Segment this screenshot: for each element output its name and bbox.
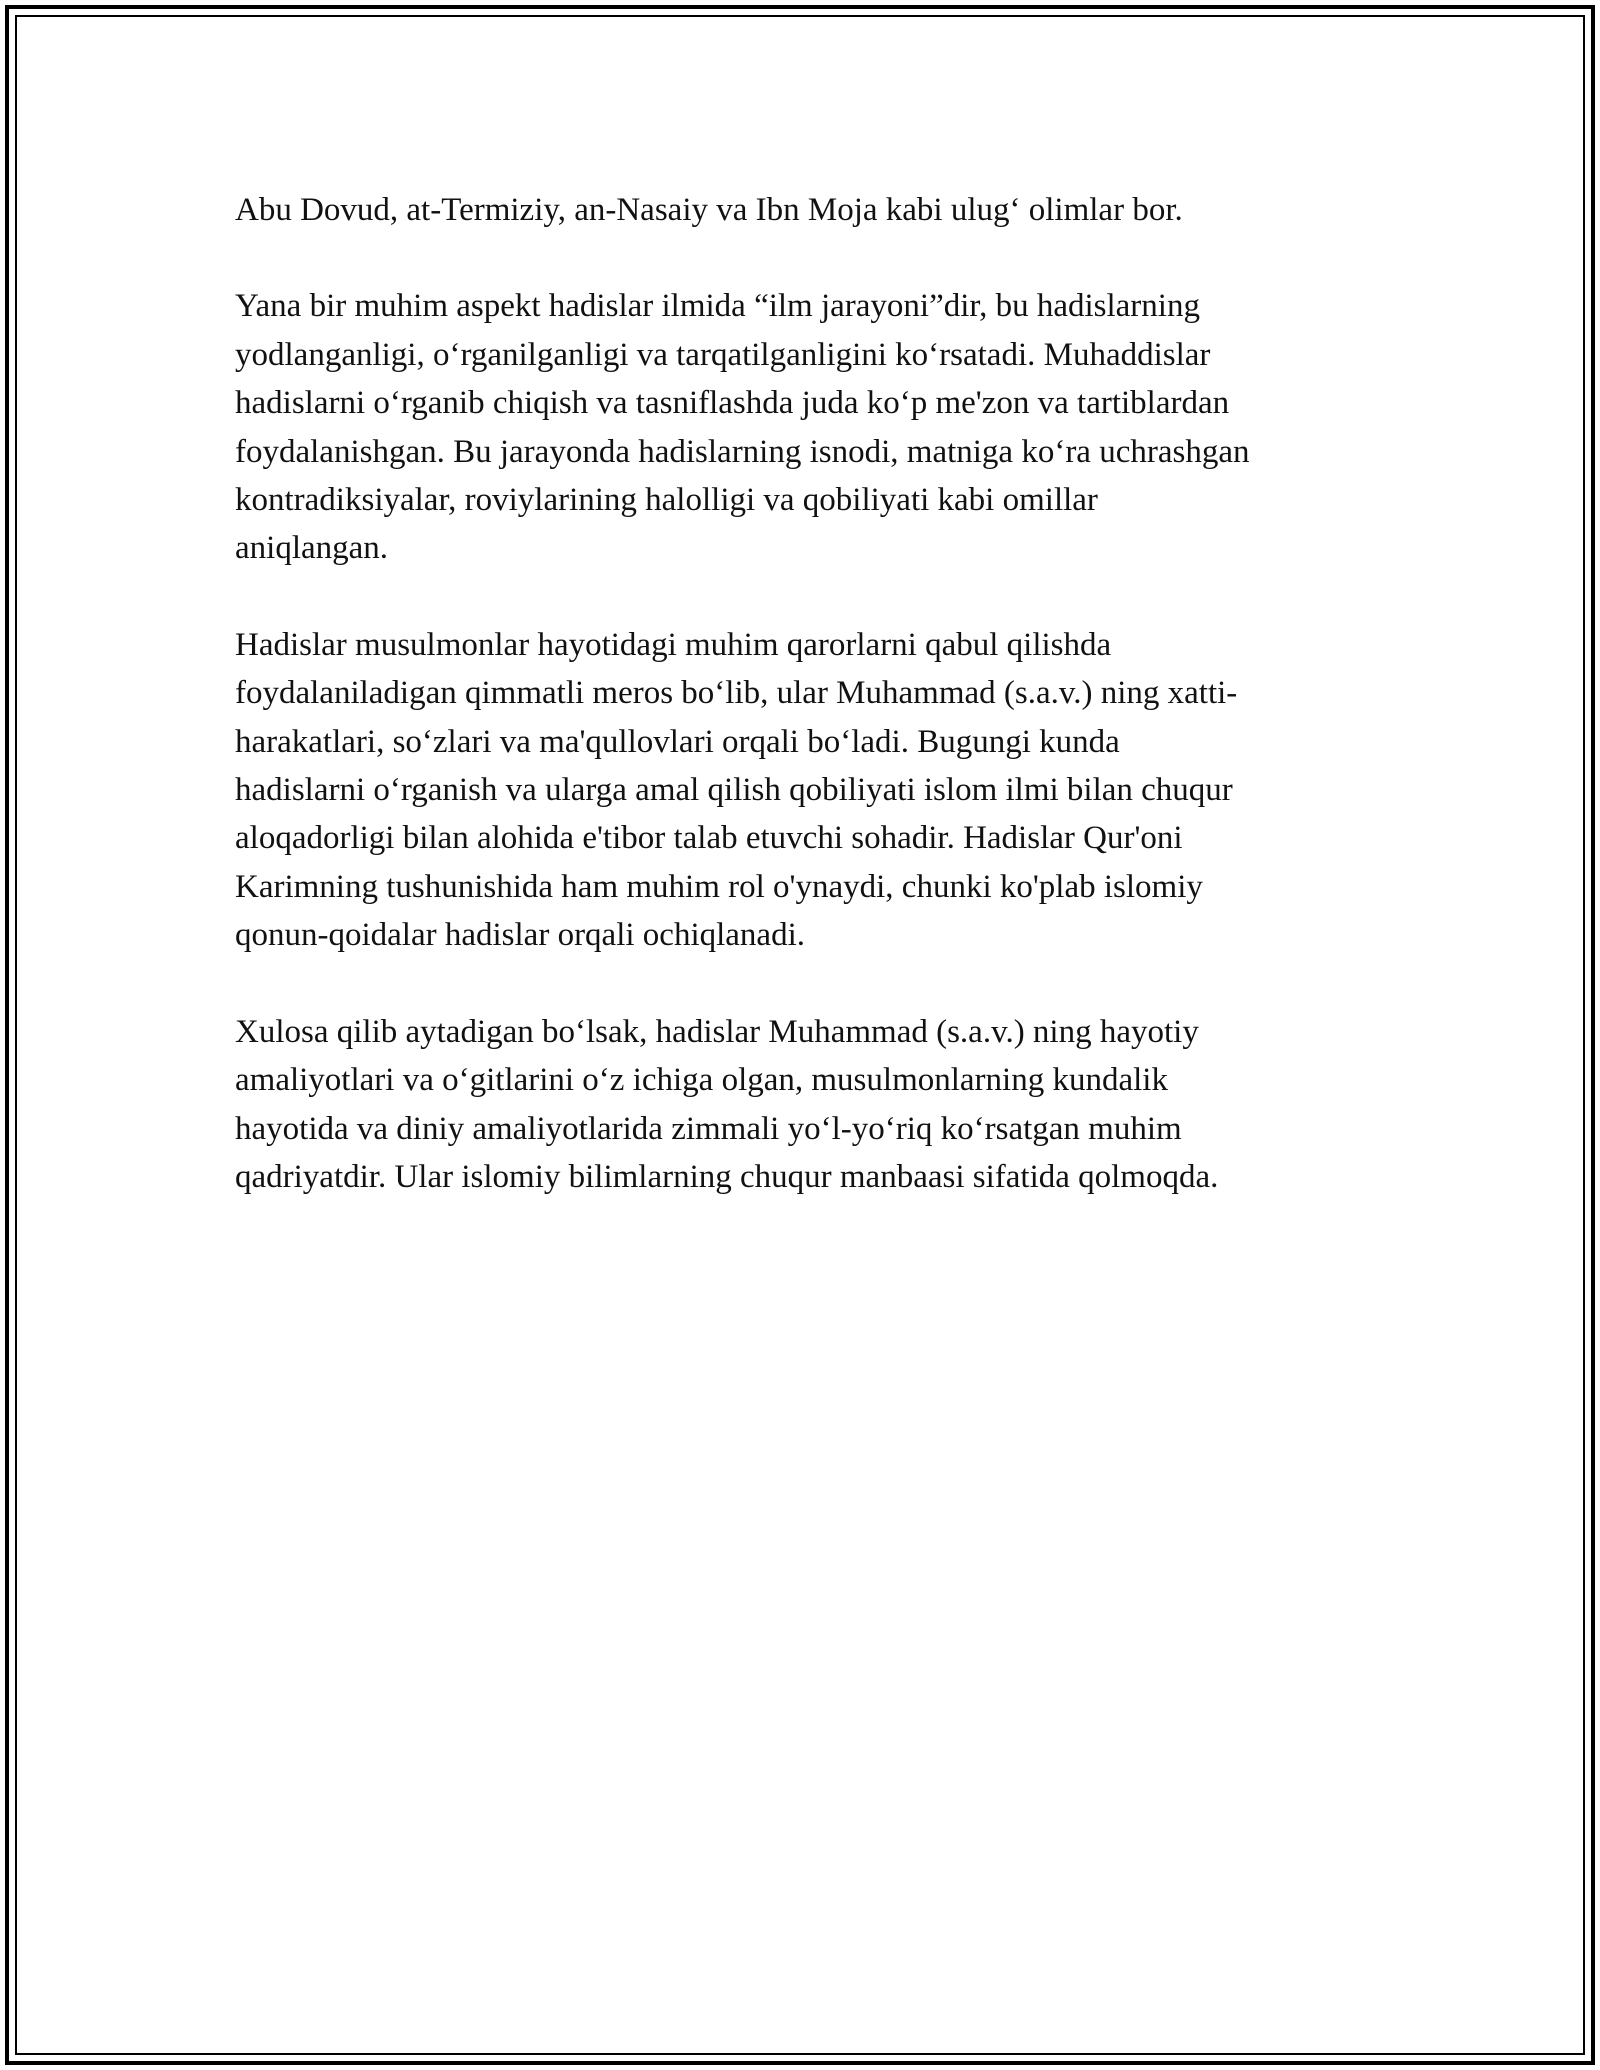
text-line: Xulosa qilib aytadigan bo‘lsak, hadislar Muhammad (s.a.v.) ning hayotiy	[235, 1013, 1199, 1050]
text-line: Abu Dovud, at-Termiziy, an-Nasaiy va Ibn Moja kabi ulug‘ olimlar bor.	[235, 192, 1183, 228]
text-line: qadriyatdir. Ular islomiy bilimlarning chuqur manbaasi sifatida qolmoqda.	[235, 1158, 1219, 1195]
text-line: amaliyotlari va o‘gitlarini o‘z ichiga olgan, musulmonlarning kundalik	[235, 1062, 1168, 1099]
text-line: yodlanganligi, o‘rganilganligi va tarqatilganligini ko‘rsatadi. Muhaddislar	[235, 336, 1211, 373]
paragraph-3	[235, 621, 1375, 960]
document-body	[235, 186, 1375, 1249]
text-line: hadislarni o‘rganish va ularga amal qilish qobiliyati islom ilmi bilan chuqur	[235, 772, 1233, 809]
paragraph-2	[235, 282, 1375, 572]
text-line: foydalaniladigan qimmatli meros bo‘lib, ular Muhammad (s.a.v.) ning xatti-	[235, 675, 1238, 712]
text-line: Hadislar musulmonlar hayotidagi muhim qarorlarni qabul qilishda	[235, 626, 1112, 663]
text-line: Yana bir muhim aspekt hadislar ilmida “ilm jarayoni”dir, bu hadislarning	[235, 288, 1200, 325]
text-line: qonun-qoidalar hadislar orqali ochiqlanadi.	[235, 917, 805, 954]
text-line: hadislarni o‘rganib chiqish va tasniflashda juda ko‘p me'zon va tartiblardan	[235, 385, 1230, 422]
text-line: aloqadorligi bilan alohida e'tibor talab etuvchi sohadir. Hadislar Qur'oni	[235, 820, 1183, 857]
paragraph-1	[235, 186, 1375, 234]
text-line: kontradiksiyalar, roviylarining halolligi va qobiliyati kabi omillar	[235, 482, 1098, 519]
text-line: Karimning tushunishida ham muhim rol o'ynaydi, chunki ko'plab islomiy	[235, 868, 1203, 905]
text-line: foydalanishgan. Bu jarayonda hadislarning isnodi, matniga ko‘ra uchrashgan	[235, 433, 1250, 470]
text-line: aniqlangan.	[235, 530, 389, 567]
paragraph-4	[235, 1008, 1375, 1202]
text-line: harakatlari, so‘zlari va ma'qullovlari orqali bo‘ladi. Bugungi kunda	[235, 723, 1120, 760]
text-line: hayotida va diniy amaliyotlarida zimmali yo‘l-yo‘riq ko‘rsatgan muhim	[235, 1110, 1182, 1147]
